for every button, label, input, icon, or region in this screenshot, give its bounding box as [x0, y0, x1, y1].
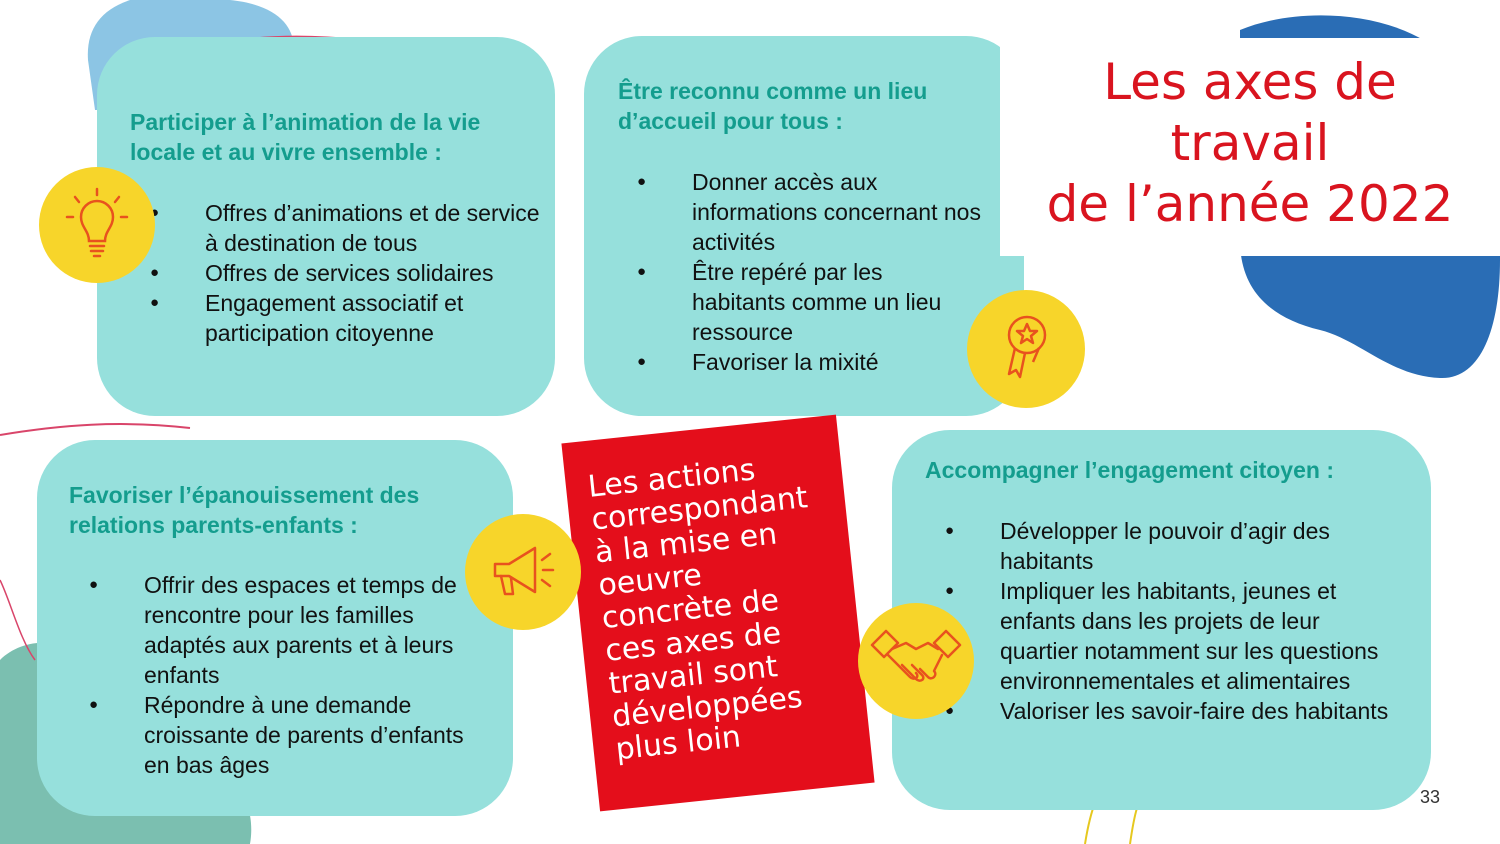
card-title: Participer à l’animation de la vie locale et au vivre ensemble :: [130, 109, 481, 165]
handshake-icon: [858, 603, 974, 719]
card-list: [205, 198, 545, 348]
card-parents-enfants: [37, 440, 513, 816]
award-ribbon-icon: [967, 290, 1083, 406]
lightbulb-icon: [39, 167, 155, 283]
card-list: [692, 167, 982, 377]
card-vie-locale: [97, 37, 555, 416]
list-item: ● Offres d’animations et de service à destination de tous: [205, 198, 545, 258]
list-item: ● Impliquer les habitants, jeunes et enfants dans les projets de leur quartier notamment sur les questions environnementales et alimentaires: [1000, 576, 1395, 696]
actions-note-text: Les actions correspondant à la mise en oeuvre concrète de ces axes de travail sont développées plus loin: [586, 452, 810, 768]
yellow-line-bottom-2: [1130, 808, 1137, 844]
list-item: ● Offrir des espaces et temps de rencontre pour les familles adaptés aux parents et à leurs enfants: [144, 570, 489, 690]
card-lieu-accueil: [584, 36, 1024, 416]
list-item: ● Développer le pouvoir d’agir des habitants: [1000, 516, 1395, 576]
lightbulb-badge: [39, 167, 155, 283]
megaphone-badge: [465, 514, 581, 630]
page-number: 33: [1420, 787, 1441, 807]
page-title: Les axes de travail de l’année 2022: [1046, 53, 1454, 233]
list-item: ● Offres de services solidaires: [205, 258, 545, 288]
list-item: ● Favoriser la mixité: [692, 347, 982, 377]
list-item: ● Valoriser les savoir-faire des habitants: [1000, 696, 1395, 726]
card-title: Accompagner l’engagement citoyen :: [925, 457, 1334, 483]
list-item: ● Engagement associatif et participation citoyenne: [205, 288, 545, 348]
list-item: ● Donner accès aux informations concernant nos activités: [692, 167, 982, 257]
list-item: ● Répondre à une demande croissante de parents d’enfants en bas âges: [144, 690, 489, 780]
award-badge: [967, 290, 1085, 408]
card-list: [144, 570, 489, 780]
card-title: Favoriser l’épanouissement des relations parents-enfants :: [69, 482, 420, 538]
list-item: ● Être repéré par les habitants comme un lieu ressource: [692, 257, 982, 347]
megaphone-icon: [465, 514, 581, 630]
red-line-left: [0, 424, 190, 435]
card-list: [1000, 516, 1395, 726]
actions-note: [561, 415, 874, 812]
handshake-badge: [858, 603, 974, 719]
card-title: Être reconnu comme un lieu d’accueil pour tous :: [618, 78, 928, 134]
